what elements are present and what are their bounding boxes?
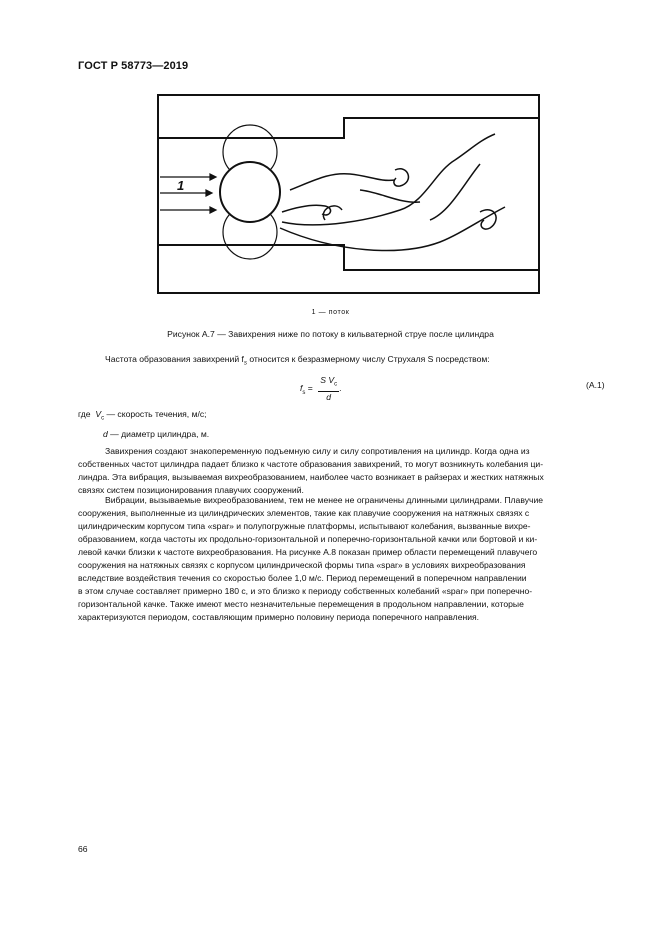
variable-definitions: где $V_c$ — скорость течения, м/с; d — диаметр цилиндра, м. (78, 409, 210, 439)
paragraph-vibrations: Вибрации, вызываемые вихреобразованием, тем не менее не ограничены длинными цилиндрами. Плавучие сооружения, выполненные из цилиндрических элементов, такие как плавучие сооружения на натяжных связях с цилиндрическим корпусом типа «spar» и полупогружные платформы, испытывают колебания, вызванные вихре- образованием, когда частоты их продольно-горизонтальной и поперечно-горизонтальной качки или бортовой и ки- левой качки близки к частоте вихреобразования. На рисунке А.8 показан пример области перемещений плавучего сооружения на натяжных связях с корпусом цилиндрической формы типа «spar» в условиях вихреобразования вследствие воздействия течения со скоростью более 1,0 м/с. Период перемещений в поперечном направлении в этом случае составляет примерно 180 с, и это близко к периоду собственных колебаний «spar» при поперечно- горизонтальной качке. Также имеют место незначительные перемещения в продольном направлении, которые характеризуются периодом, составляющим примерно половину периода поперечного направления. (78, 495, 544, 622)
figure-legend: 1 — поток (311, 309, 350, 316)
wake-streamlines (280, 134, 505, 250)
figure-frame (158, 95, 539, 293)
equation-number: (А.1) (586, 380, 605, 390)
wake-vortex-figure (150, 92, 550, 304)
figure-caption: Рисунок А.7 — Завихрения ниже по потоку в кильватерной струе после цилиндра (167, 329, 494, 339)
flow-arrows (160, 174, 216, 213)
document-header: ГОСТ Р 58773—2019 (78, 60, 189, 72)
channel-upper-wall (158, 118, 539, 138)
paragraph-vortex-forces: Завихрения создают знакопеременную подъемную силу и силу сопротивления на цилиндр. Когда одна из собственных частот цилиндра падает близко к частоте образования завихрений, то могут возникнуть колебания ци- линдра. Эта вибрация, вызываемая вихреобразованием, наиболее часто возникает в райзерах и жестких натяжных связях систем позиционирования плавучих сооружений. (78, 446, 544, 495)
strouhal-formula: $f_s$ = $\frac{S V_c}{d}$ . (300, 375, 342, 402)
cylinder (220, 162, 280, 222)
intro-sentence: Частота образования завихрений $f_s$ относится к безразмерному числу Струхаля S посредством: (105, 354, 490, 367)
flow-callout-label: 1 (177, 178, 185, 193)
channel-lower-wall (158, 245, 539, 270)
page-number: 66 (78, 844, 88, 854)
